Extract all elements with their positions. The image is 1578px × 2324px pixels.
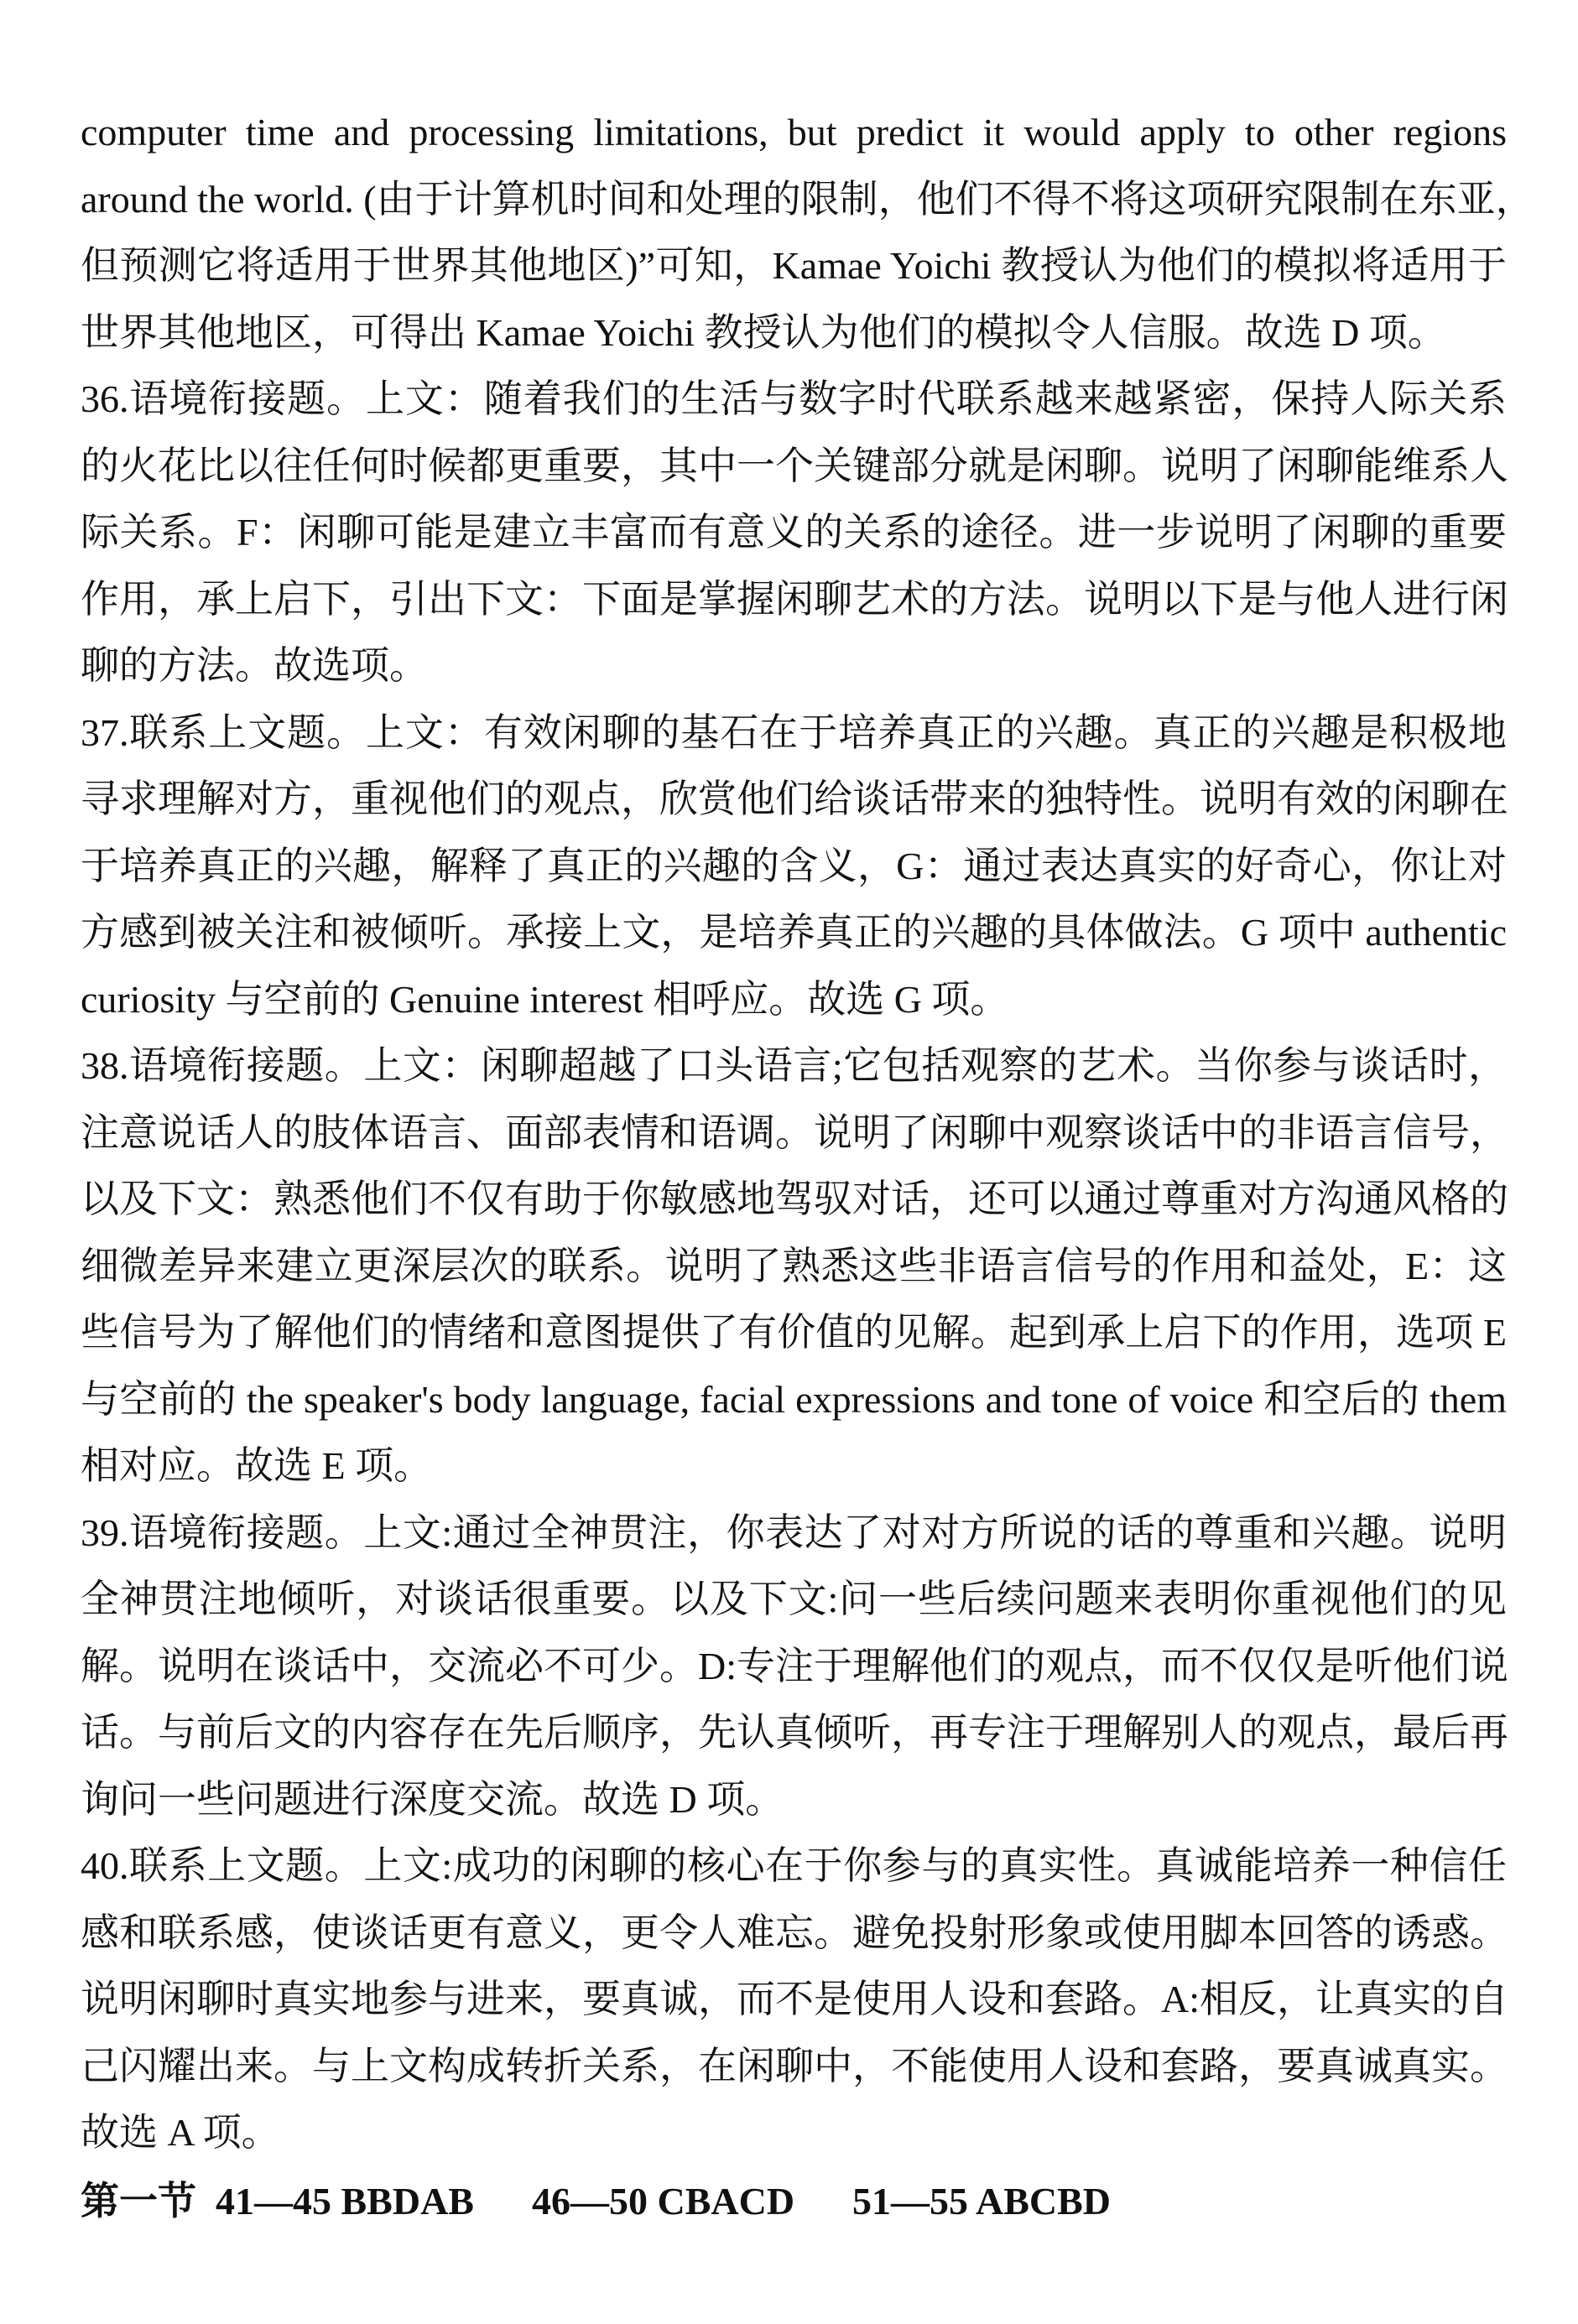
text-line: 方感到被关注和被倾听。承接上文，是培养真正的兴趣的具体做法。G 项中 authentic — [81, 911, 1507, 954]
text-line: 于培养真正的兴趣，解释了真正的兴趣的含义，G：通过表达真实的好奇心，你让对 — [81, 844, 1507, 887]
answer-group-51-55: 51—55 ABCBD — [852, 2179, 1112, 2223]
paragraph-39 — [81, 1500, 1507, 1833]
text-line: 故选 A 项。 — [81, 2111, 280, 2154]
text-line: 注意说话人的肢体语言、面部表情和语调。说明了闲聊中观察谈话中的非语言信号， — [81, 1110, 1508, 1154]
text-line: 38.语境衔接题。上文：闲聊超越了口头语言;它包括观察的艺术。当你参与谈话时， — [81, 1044, 1507, 1087]
text-line: 的火花比以往任何时候都更重要，其中一个关键部分就是闲聊。说明了闲聊能维系人 — [81, 444, 1508, 487]
text-line: 世界其他地区，可得出 Kamae Yoichi 教授认为他们的模拟令人信服。故选 D 项。 — [81, 310, 1446, 354]
text-line: 作用，承上启下，引出下文：下面是掌握闲聊艺术的方法。说明以下是与他人进行闲 — [81, 577, 1508, 621]
paragraph-36 — [81, 366, 1507, 699]
text-line: 些信号为了解他们的情绪和意图提供了有价值的见解。起到承上启下的作用，选项 E — [81, 1311, 1507, 1354]
text-line: around the world. (由于计算机时间和处理的限制，他们不得不将这项研究限制在东亚， — [81, 177, 1534, 221]
text-line: 与空前的 the speaker's body language, facial expressions and tone of voice 和空后的 them — [81, 1377, 1507, 1421]
document-page — [81, 99, 1534, 2234]
paragraph-40 — [81, 1833, 1507, 2166]
paragraph-38 — [81, 1032, 1507, 1500]
text-line: 解。说明在谈话中，交流必不可少。D:专注于理解他们的观点，而不仅仅是听他们说 — [81, 1644, 1508, 1687]
text-line: 36.语境衔接题。上文：随着我们的生活与数字时代联系越来越紧密，保持人际关系 — [81, 377, 1507, 420]
text-line: 细微差异来建立更深层次的联系。说明了熟悉这些非语言信号的作用和益处，E：这 — [81, 1244, 1507, 1287]
text-line: 话。与前后文的内容存在先后顺序，先认真倾听，再专注于理解别人的观点，最后再 — [81, 1711, 1508, 1754]
text-line: 39.语境衔接题。上文:通过全神贯注，你表达了对对方所说的话的尊重和兴趣。说明 — [81, 1510, 1507, 1554]
text-line: 询问一些问题进行深度交流。故选 D 项。 — [81, 1777, 784, 1821]
answer-key-row — [81, 2168, 1507, 2235]
text-line: computer time and processing limitations, but predict it would apply to other regions — [81, 111, 1507, 153]
text-line: 相对应。故选 E 项。 — [81, 1444, 433, 1487]
text-line: 己闪耀出来。与上文构成转折关系，在闲聊中，不能使用人设和套路，要真诚真实。 — [81, 2044, 1508, 2087]
text-line: 聊的方法。故选项。 — [81, 644, 428, 687]
text-line: 寻求理解对方，重视他们的观点，欣赏他们给谈话带来的独特性。说明有效的闲聊在 — [81, 777, 1508, 820]
text-line: 40.联系上文题。上文:成功的闲聊的核心在于你参与的真实性。真诚能培养一种信任 — [81, 1844, 1507, 1887]
text-line: 以及下文：熟悉他们不仅有助于你敏感地驾驭对话，还可以通过尊重对方沟通风格的 — [81, 1178, 1508, 1220]
text-line: 但预测它将适用于世界其他地区)”可知，Kamae Yoichi 教授认为他们的模拟将适用于 — [81, 244, 1507, 287]
text-line: 际关系。F：闲聊可能是建立丰富而有意义的关系的途径。进一步说明了闲聊的重要 — [81, 511, 1507, 554]
text-line: 全神贯注地倾听，对谈话很重要。以及下文:问一些后续问题来表明你重视他们的见 — [81, 1578, 1507, 1620]
text-line: 37.联系上文题。上文：有效闲聊的基石在于培养真正的兴趣。真正的兴趣是积极地 — [81, 710, 1507, 754]
text-line: 感和联系感，使谈话更有意义，更令人难忘。避免投射形象或使用脚本回答的诱惑。 — [81, 1911, 1508, 1954]
answer-group-46-50: 46—50 CBACD — [531, 2179, 795, 2223]
text-line: curiosity 与空前的 Genuine interest 相呼应。故选 G 项。 — [81, 977, 1009, 1021]
paragraph-35-continued — [81, 99, 1534, 366]
section-label: 第一节 — [81, 2179, 196, 2223]
text-line: 说明闲聊时真实地参与进来，要真诚，而不是使用人设和套路。A:相反，让真实的自 — [81, 1978, 1508, 2020]
answer-group-41-45: 41—45 BBDAB — [216, 2179, 474, 2223]
paragraph-37 — [81, 699, 1507, 1033]
